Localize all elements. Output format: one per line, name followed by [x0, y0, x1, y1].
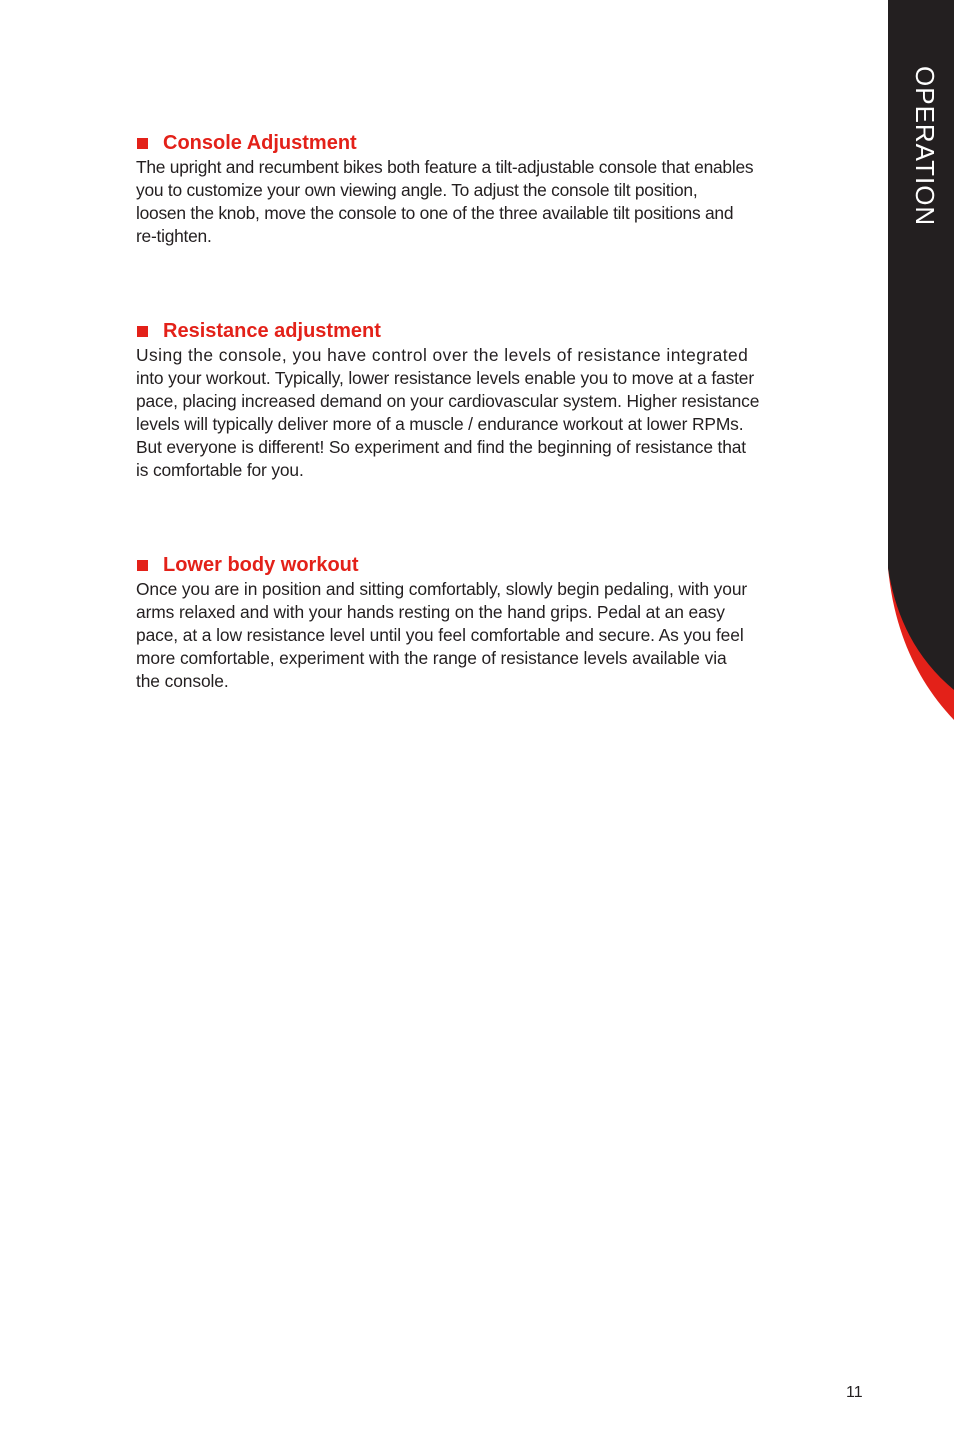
- body-line: pace, placing increased demand on your cardiovascular system. Higher resistance: [136, 391, 760, 411]
- square-bullet-icon: [137, 138, 148, 149]
- body-line: is comfortable for you.: [136, 460, 304, 480]
- body-line: more comfortable, experiment with the range of resistance levels available via: [136, 648, 727, 668]
- section-resistance-adjustment: [136, 318, 836, 482]
- section-heading: [136, 552, 836, 578]
- body-line: Once you are in position and sitting comfortably, slowly begin pedaling, with your: [136, 579, 748, 599]
- section-console-adjustment: [136, 130, 836, 248]
- section-heading: [136, 318, 836, 344]
- square-bullet-icon: [137, 326, 148, 337]
- section-heading: [136, 130, 836, 156]
- body-line: Using the console, you have control over the levels of resistance integrated: [136, 345, 749, 365]
- heading-text: Lower body workout: [163, 553, 359, 576]
- body-line: arms relaxed and with your hands resting on the hand grips. Pedal at an easy: [136, 602, 725, 622]
- section-tab-label: OPERATION: [910, 66, 940, 227]
- body-line: the console.: [136, 671, 229, 691]
- section-body: [136, 344, 836, 482]
- body-line: The upright and recumbent bikes both feature a tilt-adjustable console that enables: [136, 157, 754, 177]
- body-line: into your workout. Typically, lower resistance levels enable you to move at a faster: [136, 368, 754, 388]
- page-number: 11: [846, 1384, 863, 1401]
- body-line: you to customize your own viewing angle. To adjust the console tilt position,: [136, 180, 698, 200]
- section-body: [136, 578, 836, 693]
- body-line: pace, at a low resistance level until you feel comfortable and secure. As you feel: [136, 625, 744, 645]
- section-body: [136, 156, 836, 248]
- body-line: levels will typically deliver more of a muscle / endurance workout at lower RPMs.: [136, 414, 744, 434]
- body-line: re-tighten.: [136, 226, 212, 246]
- heading-text: Console Adjustment: [163, 131, 357, 154]
- section-lower-body-workout: [136, 552, 836, 693]
- heading-text: Resistance adjustment: [163, 319, 381, 342]
- body-line: But everyone is different! So experiment and find the beginning of resistance that: [136, 437, 746, 457]
- body-line: loosen the knob, move the console to one of the three available tilt positions and: [136, 203, 734, 223]
- square-bullet-icon: [137, 560, 148, 571]
